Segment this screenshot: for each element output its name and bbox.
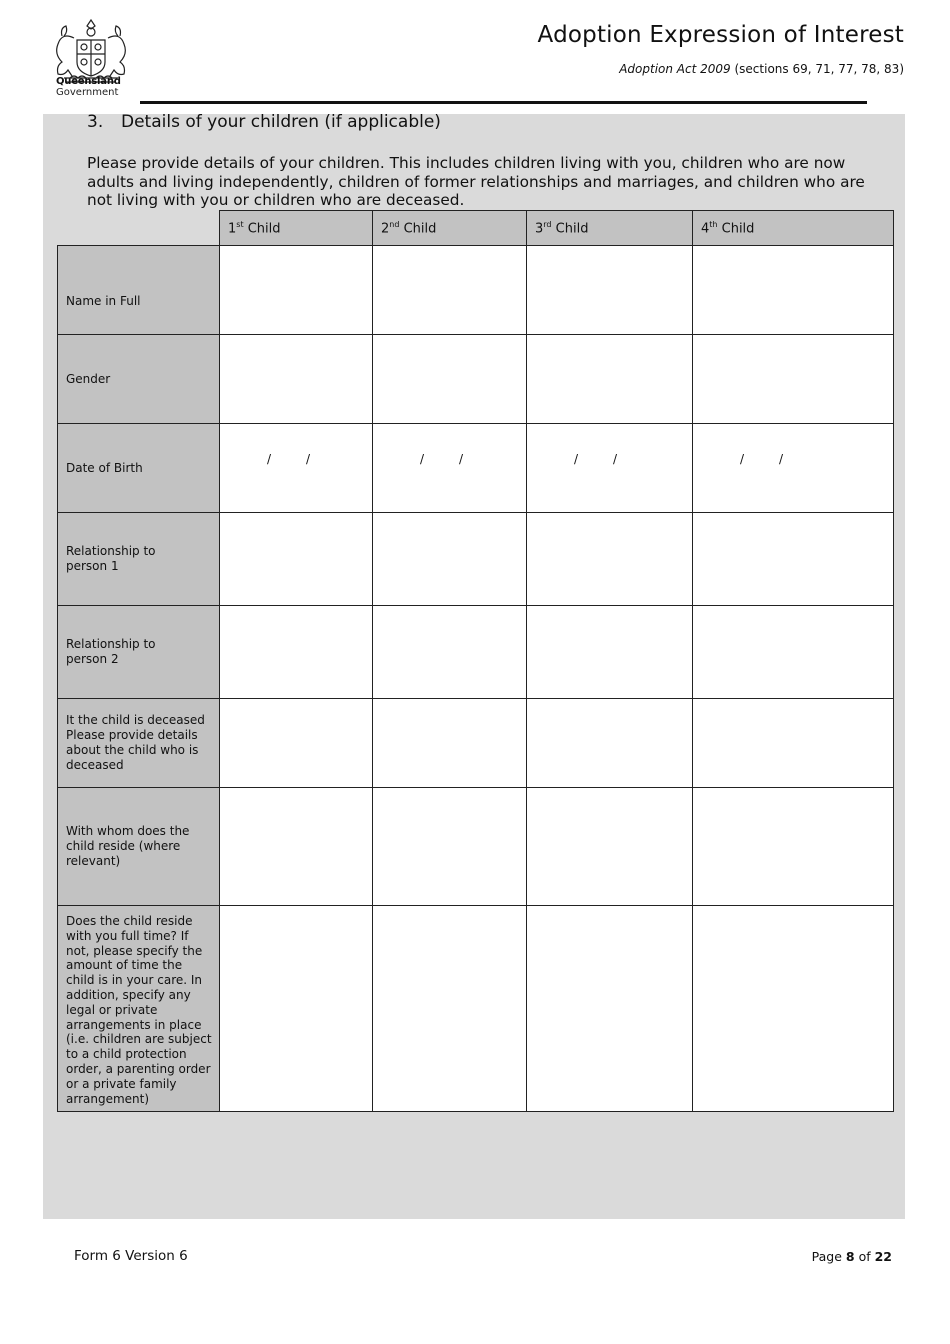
row-label-relationship-1: Relationship to person 1 — [58, 513, 220, 606]
gender-field-child-1[interactable] — [220, 335, 373, 424]
header-corner — [58, 211, 220, 246]
arrangements-field-child-3[interactable] — [527, 906, 693, 1112]
row-label-residence: With whom does the child reside (where relevant) — [58, 788, 220, 906]
relationship2-field-child-2[interactable] — [373, 606, 527, 699]
current-page: 8 — [845, 1249, 855, 1264]
date-separator: / — [459, 452, 464, 466]
children-details-table — [57, 210, 894, 1112]
gender-field-child-2[interactable] — [373, 335, 527, 424]
name-field-child-2[interactable] — [373, 246, 527, 335]
form-version: Form 6 Version 6 — [74, 1248, 188, 1264]
relationship2-field-child-1[interactable] — [220, 606, 373, 699]
row-label-dob: Date of Birth — [58, 424, 220, 513]
page-number: Page 8 of 22 — [811, 1249, 892, 1264]
relationship1-field-child-4[interactable] — [693, 513, 894, 606]
column-header-child-1: 1st Child — [220, 211, 373, 246]
table-row-gender — [58, 335, 894, 424]
deceased-field-child-3[interactable] — [527, 699, 693, 788]
act-reference — [619, 62, 904, 76]
table-row-relationship-2 — [58, 606, 894, 699]
row-label-relationship-2: Relationship to person 2 — [58, 606, 220, 699]
table-row-relationship-1 — [58, 513, 894, 606]
date-separator: / — [420, 452, 425, 466]
row-label-deceased: It the child is deceased Please provide details about the child who is deceased — [58, 699, 220, 788]
act-sections: (sections 69, 71, 77, 78, 83) — [730, 62, 904, 76]
date-separator: / — [267, 452, 272, 466]
deceased-field-child-4[interactable] — [693, 699, 894, 788]
date-separator: / — [779, 452, 784, 466]
section-number: 3. — [87, 112, 104, 132]
relationship1-field-child-1[interactable] — [220, 513, 373, 606]
section-heading — [87, 112, 441, 132]
date-separator: / — [574, 452, 579, 466]
column-header-child-3: 3rd Child — [527, 211, 693, 246]
residence-field-child-2[interactable] — [373, 788, 527, 906]
table-row-deceased — [58, 699, 894, 788]
table-row-arrangements — [58, 906, 894, 1112]
name-field-child-4[interactable] — [693, 246, 894, 335]
residence-field-child-4[interactable] — [693, 788, 894, 906]
logo-subtitle: Government — [56, 87, 119, 98]
column-header-child-2: 2nd Child — [373, 211, 527, 246]
dob-field-child-1[interactable] — [220, 424, 373, 513]
date-separator: / — [613, 452, 618, 466]
deceased-field-child-2[interactable] — [373, 699, 527, 788]
relationship2-field-child-3[interactable] — [527, 606, 693, 699]
relationship1-field-child-3[interactable] — [527, 513, 693, 606]
section-title: Details of your children (if applicable) — [121, 112, 441, 132]
header-rule — [140, 101, 867, 104]
table-row-name — [58, 246, 894, 335]
relationship2-field-child-4[interactable] — [693, 606, 894, 699]
row-label-arrangements: Does the child reside with you full time? If not, please specify the amount of time the child is in your care. In addition, specify any legal or private arrangements in place (i.e. children are subject to a child protection order, a parenting order or a private family arrangement) — [58, 906, 220, 1112]
logo-wordmark: Queensland — [56, 76, 121, 87]
arrangements-field-child-4[interactable] — [693, 906, 894, 1112]
table-row-residence — [58, 788, 894, 906]
dob-field-child-3[interactable] — [527, 424, 693, 513]
arrangements-field-child-2[interactable] — [373, 906, 527, 1112]
row-label-name: Name in Full — [58, 246, 220, 335]
name-field-child-1[interactable] — [220, 246, 373, 335]
table-row-dob — [58, 424, 894, 513]
relationship1-field-child-2[interactable] — [373, 513, 527, 606]
dob-field-child-2[interactable] — [373, 424, 527, 513]
row-label-gender: Gender — [58, 335, 220, 424]
section-intro: Please provide details of your children. This includes children living with you, children who are now adults and living independently, children of former relationships and marriages, and children who are not living with you or children who are deceased. — [87, 154, 865, 209]
gender-field-child-4[interactable] — [693, 335, 894, 424]
column-header-child-4: 4th Child — [693, 211, 894, 246]
name-field-child-3[interactable] — [527, 246, 693, 335]
dob-field-child-4[interactable] — [693, 424, 894, 513]
table-header-row — [58, 211, 894, 246]
date-separator: / — [740, 452, 745, 466]
arrangements-field-child-1[interactable] — [220, 906, 373, 1112]
gender-field-child-3[interactable] — [527, 335, 693, 424]
act-name: Adoption Act 2009 — [619, 62, 731, 76]
deceased-field-child-1[interactable] — [220, 699, 373, 788]
residence-field-child-3[interactable] — [527, 788, 693, 906]
date-separator: / — [306, 452, 311, 466]
total-pages: 22 — [874, 1249, 892, 1264]
document-title: Adoption Expression of Interest — [537, 22, 904, 48]
residence-field-child-1[interactable] — [220, 788, 373, 906]
